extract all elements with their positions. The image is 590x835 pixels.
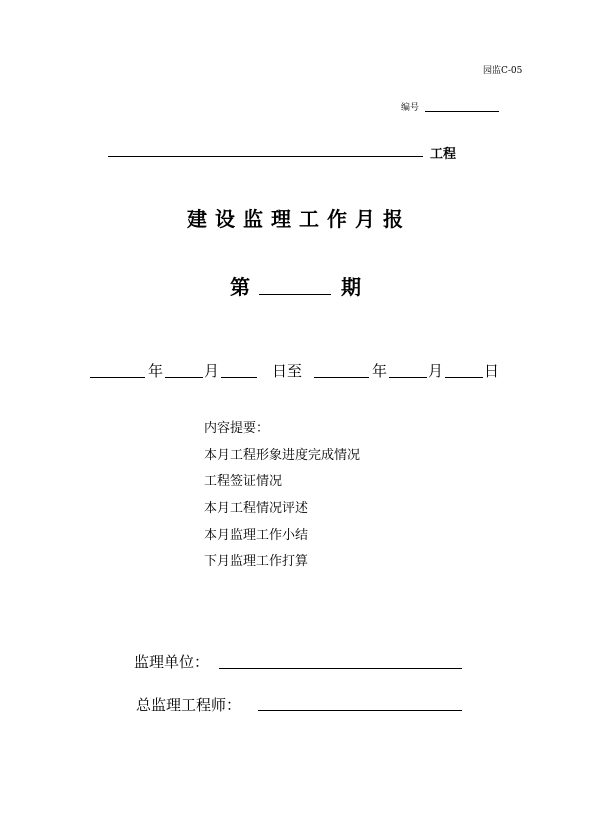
project-name-field[interactable] [108, 156, 423, 157]
supervision-unit-label: 监理单位： [134, 653, 210, 671]
end-year-field[interactable] [314, 377, 369, 378]
issue-number-field[interactable] [259, 294, 331, 295]
issue-prefix: 第 [230, 275, 250, 299]
chief-engineer-label: 总监理工程师： [136, 696, 242, 714]
start-day-field[interactable] [221, 377, 257, 378]
end-month-field[interactable] [389, 377, 427, 378]
issue-suffix: 期 [341, 275, 361, 299]
chief-engineer-field[interactable] [258, 710, 462, 711]
serial-number-label: 编号 [401, 103, 420, 113]
summary-heading: 内容提要： [204, 421, 270, 436]
summary-item: 本月工程情况评述 [204, 501, 309, 516]
supervision-unit-field[interactable] [219, 668, 462, 669]
project-suffix: 工程 [430, 147, 457, 162]
end-day-field[interactable] [445, 377, 483, 378]
start-month-field[interactable] [165, 377, 203, 378]
form-code: 园监C-05 [483, 66, 523, 76]
summary-item: 下月监理工作打算 [204, 554, 309, 569]
summary-item: 本月监理工作小结 [204, 528, 309, 543]
start-month-label: 月 [204, 362, 220, 380]
serial-number-field[interactable] [425, 111, 499, 112]
start-day-to-label: 日至 [272, 362, 303, 380]
end-year-label: 年 [372, 362, 388, 380]
end-day-label: 日 [484, 362, 500, 380]
start-year-field[interactable] [90, 377, 145, 378]
summary-item: 本月工程形象进度完成情况 [204, 448, 361, 463]
report-title: 建设监理工作月报 [187, 207, 411, 231]
end-month-label: 月 [428, 362, 444, 380]
summary-item: 工程签证情况 [204, 474, 283, 489]
start-year-label: 年 [148, 362, 164, 380]
